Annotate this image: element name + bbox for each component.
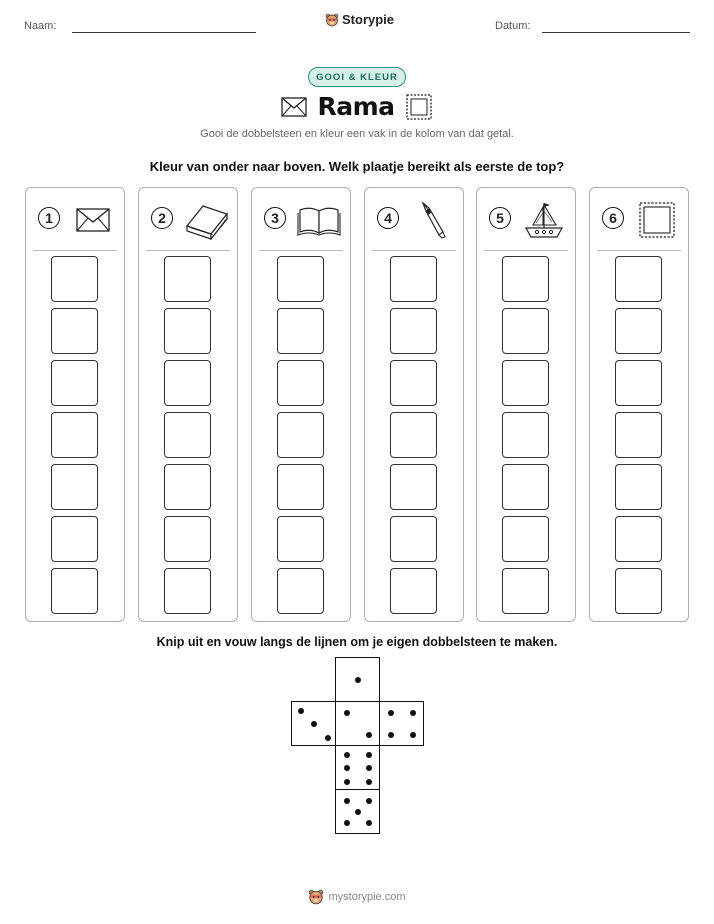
column-divider — [146, 250, 230, 251]
column-divider — [372, 250, 456, 251]
date-line[interactable] — [542, 32, 690, 33]
title-row — [0, 92, 714, 121]
color-box[interactable] — [502, 308, 549, 354]
color-box[interactable] — [277, 308, 324, 354]
brand-name: Storypie — [342, 12, 395, 27]
game-type-badge: GOOI & KLEUR — [308, 67, 406, 87]
column-divider — [259, 250, 343, 251]
color-box[interactable] — [51, 256, 98, 302]
color-box[interactable] — [164, 568, 211, 614]
die-pip — [298, 708, 304, 714]
color-box[interactable] — [51, 568, 98, 614]
fountain-pen-icon — [409, 200, 455, 240]
stamp-icon — [634, 200, 680, 240]
die-pip — [311, 721, 317, 727]
color-box[interactable] — [51, 412, 98, 458]
color-box[interactable] — [615, 516, 662, 562]
name-label: Naam: — [24, 20, 57, 32]
color-box[interactable] — [390, 360, 437, 406]
die-pip — [344, 798, 350, 804]
color-box[interactable] — [502, 568, 549, 614]
die-face-2 — [335, 701, 380, 746]
column-number: 6 — [602, 207, 624, 229]
color-box[interactable] — [615, 412, 662, 458]
color-box[interactable] — [390, 256, 437, 302]
die-face-5 — [335, 789, 380, 834]
page-title: Rama — [317, 92, 395, 121]
color-box[interactable] — [164, 360, 211, 406]
color-box[interactable] — [390, 516, 437, 562]
die-face-4 — [379, 701, 424, 746]
color-box[interactable] — [502, 360, 549, 406]
color-box[interactable] — [615, 464, 662, 510]
footer-url[interactable]: mystorypie.com — [328, 891, 406, 903]
die-pip — [355, 809, 361, 815]
column-number: 4 — [377, 207, 399, 229]
color-box[interactable] — [502, 412, 549, 458]
column-5 — [476, 187, 576, 622]
book-open-icon — [296, 200, 342, 240]
column-number: 2 — [151, 207, 173, 229]
die-pip — [366, 765, 372, 771]
color-box[interactable] — [51, 308, 98, 354]
envelope-icon — [281, 97, 307, 117]
color-box[interactable] — [502, 256, 549, 302]
die-pip — [355, 677, 361, 683]
footer — [0, 889, 714, 905]
brand-logo — [325, 12, 394, 27]
die-pip — [366, 752, 372, 758]
die-face-1 — [335, 657, 380, 702]
sailboat-icon — [521, 200, 567, 240]
die-pip — [388, 732, 394, 738]
color-box[interactable] — [390, 412, 437, 458]
name-line[interactable] — [72, 32, 256, 33]
book-closed-icon — [183, 200, 229, 240]
die-instruction: Knip uit en vouw langs de lijnen om je eigen dobbelsteen te maken. — [156, 635, 558, 649]
color-box[interactable] — [51, 464, 98, 510]
die-pip — [344, 765, 350, 771]
die-pip — [344, 710, 350, 716]
die-face-6 — [335, 745, 380, 790]
die-pip — [410, 710, 416, 716]
die-pip — [366, 732, 372, 738]
column-4 — [364, 187, 464, 622]
color-box[interactable] — [277, 360, 324, 406]
column-number: 5 — [489, 207, 511, 229]
color-box[interactable] — [615, 308, 662, 354]
color-box[interactable] — [51, 360, 98, 406]
color-box[interactable] — [390, 464, 437, 510]
die-pip — [344, 779, 350, 785]
color-box[interactable] — [164, 464, 211, 510]
die-face-3 — [291, 701, 336, 746]
column-divider — [484, 250, 568, 251]
instruction: Kleur van onder naar boven. Welk plaatje bereikt als eerste de top? — [149, 159, 565, 174]
column-1 — [25, 187, 125, 622]
bear-icon — [308, 889, 324, 905]
color-box[interactable] — [277, 464, 324, 510]
color-box[interactable] — [502, 464, 549, 510]
color-box[interactable] — [164, 308, 211, 354]
column-divider — [33, 250, 117, 251]
color-box[interactable] — [277, 568, 324, 614]
stamp-icon — [405, 93, 433, 121]
die-pip — [366, 820, 372, 826]
column-3 — [251, 187, 351, 622]
color-box[interactable] — [277, 256, 324, 302]
color-box[interactable] — [164, 516, 211, 562]
column-divider — [597, 250, 681, 251]
color-box[interactable] — [277, 412, 324, 458]
die-pip — [388, 710, 394, 716]
die-pip — [410, 732, 416, 738]
column-number: 1 — [38, 207, 60, 229]
color-box[interactable] — [164, 412, 211, 458]
color-box[interactable] — [390, 308, 437, 354]
envelope-icon — [70, 200, 116, 240]
date-label: Datum: — [495, 20, 531, 32]
color-box[interactable] — [502, 516, 549, 562]
color-box[interactable] — [51, 516, 98, 562]
color-box[interactable] — [615, 256, 662, 302]
die-pip — [325, 735, 331, 741]
color-box[interactable] — [277, 516, 324, 562]
column-number: 3 — [264, 207, 286, 229]
color-box[interactable] — [390, 568, 437, 614]
color-box[interactable] — [615, 568, 662, 614]
color-box[interactable] — [164, 256, 211, 302]
die-pip — [366, 779, 372, 785]
color-box[interactable] — [615, 360, 662, 406]
bear-icon — [325, 13, 339, 27]
subtitle: Gooi de dobbelsteen en kleur een vak in de kolom van dat getal. — [200, 128, 514, 140]
column-2 — [138, 187, 238, 622]
die-pip — [344, 820, 350, 826]
column-6 — [589, 187, 689, 622]
die-pip — [344, 752, 350, 758]
die-pip — [366, 798, 372, 804]
